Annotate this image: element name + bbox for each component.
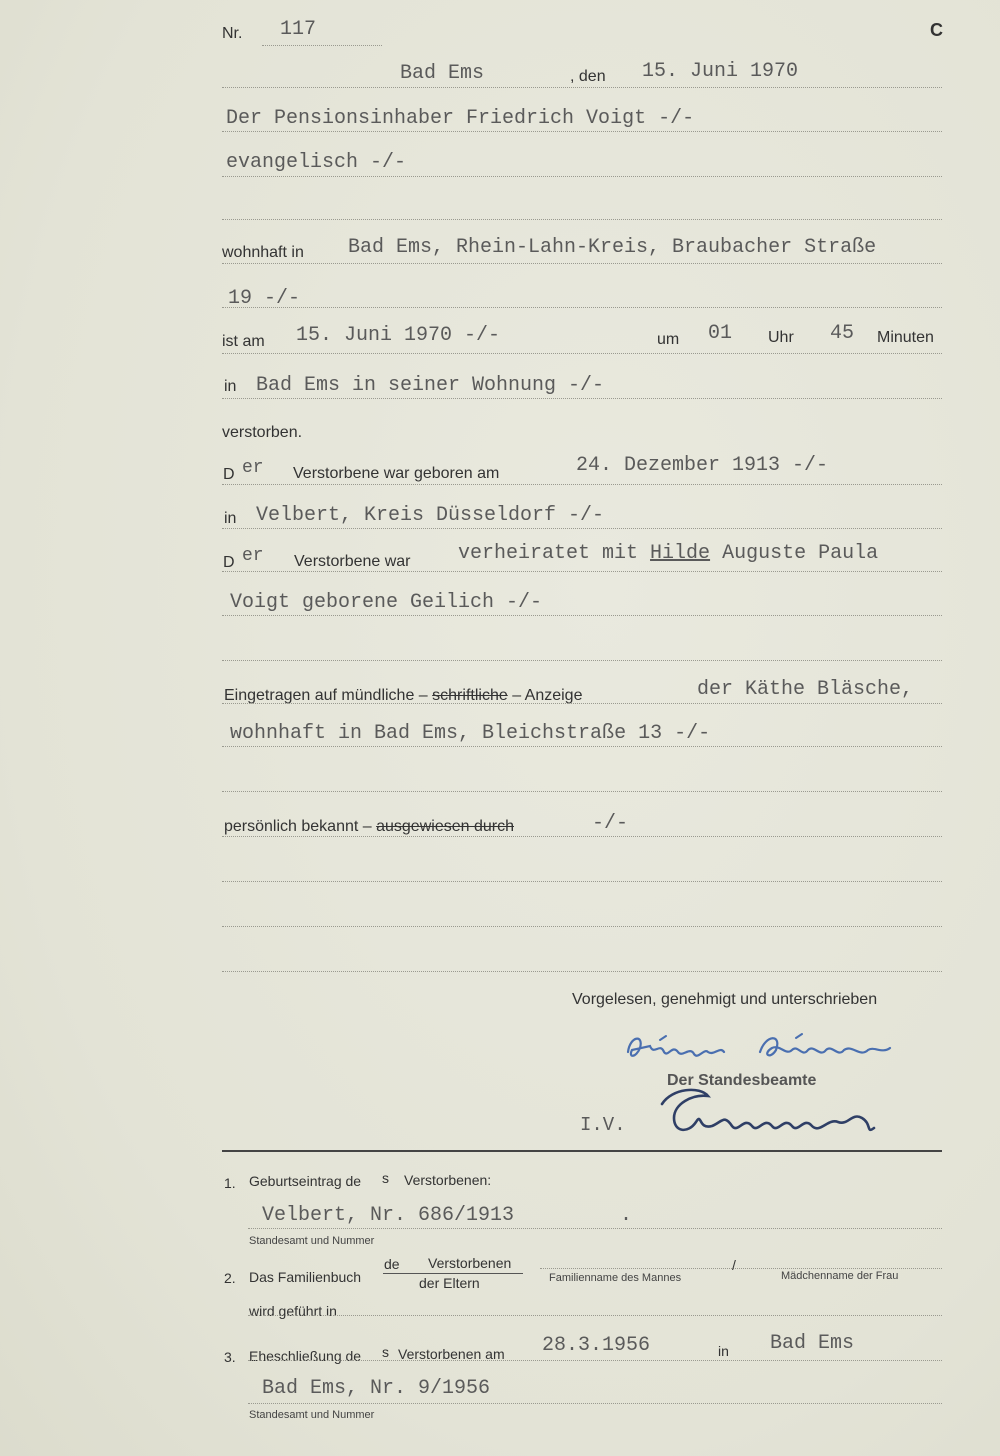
de-over: de — [384, 1256, 400, 1272]
d-prefix: D — [223, 554, 235, 571]
verstorbenen-label: Verstorbenen: — [404, 1172, 492, 1188]
rule — [222, 571, 942, 572]
nr-value: 117 — [280, 18, 317, 41]
rule — [222, 263, 942, 264]
in-label: in — [224, 510, 237, 527]
eheschliessung-label: Eheschließung de — [249, 1348, 362, 1364]
rule — [222, 971, 942, 972]
marriage-register: Bad Ems, Nr. 9/1956 — [262, 1377, 491, 1400]
header-place: Bad Ems — [400, 62, 485, 85]
verstorbenen-over: Verstorbenen — [428, 1255, 512, 1271]
rule — [222, 87, 942, 88]
standesamt-caption: Standesamt und Nummer — [249, 1235, 375, 1247]
minuten-label: Minuten — [877, 329, 934, 346]
rule — [222, 307, 942, 308]
d-prefix: D — [223, 466, 235, 483]
wird-gefuehrt-label: wird geführt in — [249, 1303, 337, 1319]
birth-date: 24. Dezember 1913 -/- — [576, 454, 829, 477]
footer-n1: 1. — [224, 1175, 236, 1191]
iv-label: I.V. — [580, 1114, 626, 1136]
bekannt-label — [224, 818, 514, 836]
nr-underline — [262, 45, 382, 46]
rule — [222, 703, 942, 704]
rule — [222, 219, 942, 220]
standesamt-caption2: Standesamt und Nummer — [249, 1409, 375, 1421]
marriage-in-label: in — [718, 1343, 729, 1359]
death-hour: 01 — [708, 322, 733, 345]
familienname-caption: Familienname des Mannes — [549, 1272, 682, 1284]
anzeige-label: – Anzeige — [512, 687, 583, 704]
married-line — [458, 542, 878, 565]
geboren-label: Verstorbene war geboren am — [293, 465, 500, 482]
wohnhaft-label: wohnhaft in — [222, 244, 304, 261]
nr-label: Nr. — [222, 25, 243, 42]
verstorbenen-am-label: Verstorbenen am — [398, 1346, 505, 1362]
rule — [540, 1268, 942, 1269]
standesbeamte-label: Der Standesbeamte — [667, 1072, 817, 1089]
married-pre: verheiratet mit — [458, 542, 639, 565]
footer-n2: 2. — [224, 1270, 236, 1286]
section-separator — [222, 1150, 942, 1152]
verstorbene-war-label: Verstorbene war — [294, 553, 411, 570]
marriage-date: 28.3.1956 — [542, 1334, 651, 1357]
married-name-underlined: Hilde — [650, 542, 711, 565]
residence-line2: 19 -/- — [228, 287, 301, 310]
official-signature — [652, 1082, 882, 1144]
married-post: Auguste Paula — [722, 542, 879, 565]
marriage-place: Bad Ems — [770, 1332, 855, 1355]
rule — [248, 1403, 942, 1404]
rule — [222, 398, 942, 399]
geburtseintrag-label: Geburtseintrag de — [249, 1173, 362, 1189]
death-minutes: 45 — [830, 322, 855, 345]
rule — [222, 353, 942, 354]
rule — [222, 528, 942, 529]
er-suffix: er — [242, 546, 264, 566]
informant-line2: wohnhaft in Bad Ems, Bleichstraße 13 -/- — [230, 722, 711, 745]
rule — [222, 926, 942, 927]
death-date: 15. Juni 1970 -/- — [296, 324, 501, 347]
verstorben-label: verstorben. — [222, 424, 303, 441]
ist-am-label: ist am — [222, 333, 265, 350]
geburtseintrag-dot: . — [620, 1204, 633, 1227]
familienbuch-label: Das Familienbuch — [249, 1269, 362, 1285]
s-suffix: s — [382, 1344, 389, 1360]
death-place: Bad Ems in seiner Wohnung -/- — [256, 374, 605, 397]
geburtseintrag-value: Velbert, Nr. 686/1913 — [262, 1204, 515, 1227]
rule — [222, 746, 942, 747]
rule — [222, 176, 942, 177]
bekannt-text: persönlich bekannt – — [224, 818, 372, 835]
in-label: in — [224, 378, 237, 395]
footer-n3: 3. — [224, 1349, 236, 1365]
rule — [248, 1315, 942, 1316]
rule — [222, 791, 942, 792]
rule — [222, 881, 942, 882]
rule — [222, 615, 942, 616]
vorgelesen-text: Vorgelesen, genehmigt und unterschrieben — [572, 991, 878, 1008]
rule — [222, 836, 942, 837]
um-label: um — [657, 331, 680, 348]
eingetragen-text: Eingetragen auf mündliche – — [224, 687, 428, 704]
s-suffix: s — [382, 1170, 389, 1186]
spouse-line2: Voigt geborene Geilich -/- — [230, 591, 543, 614]
rule — [222, 131, 942, 132]
rule — [248, 1228, 942, 1229]
declarant-line2: evangelisch -/- — [226, 151, 407, 174]
slash: / — [732, 1257, 736, 1273]
rule — [248, 1360, 942, 1361]
fraction-line — [383, 1273, 523, 1274]
informant-line1: der Käthe Bläsche, — [697, 678, 914, 701]
residence-line1: Bad Ems, Rhein-Lahn-Kreis, Braubacher Straße — [348, 236, 877, 259]
informant-signature — [620, 1022, 900, 1070]
er-suffix: er — [242, 458, 264, 478]
corner-letter: C — [930, 20, 943, 40]
schriftliche-struck: schriftliche — [432, 687, 508, 704]
rule — [222, 484, 942, 485]
birth-place: Velbert, Kreis Düsseldorf -/- — [256, 504, 605, 527]
header-date: 15. Juni 1970 — [642, 60, 799, 83]
rule — [222, 660, 942, 661]
den-label: , den — [570, 68, 606, 85]
ausgewiesen-struck: ausgewiesen durch — [376, 818, 514, 835]
der-eltern: der Eltern — [419, 1275, 480, 1291]
maedchenname-caption: Mädchenname der Frau — [781, 1270, 899, 1282]
uhr-label: Uhr — [768, 329, 794, 346]
declarant-line1: Der Pensionsinhaber Friedrich Voigt -/- — [226, 107, 695, 130]
bekannt-value: -/- — [592, 812, 629, 835]
